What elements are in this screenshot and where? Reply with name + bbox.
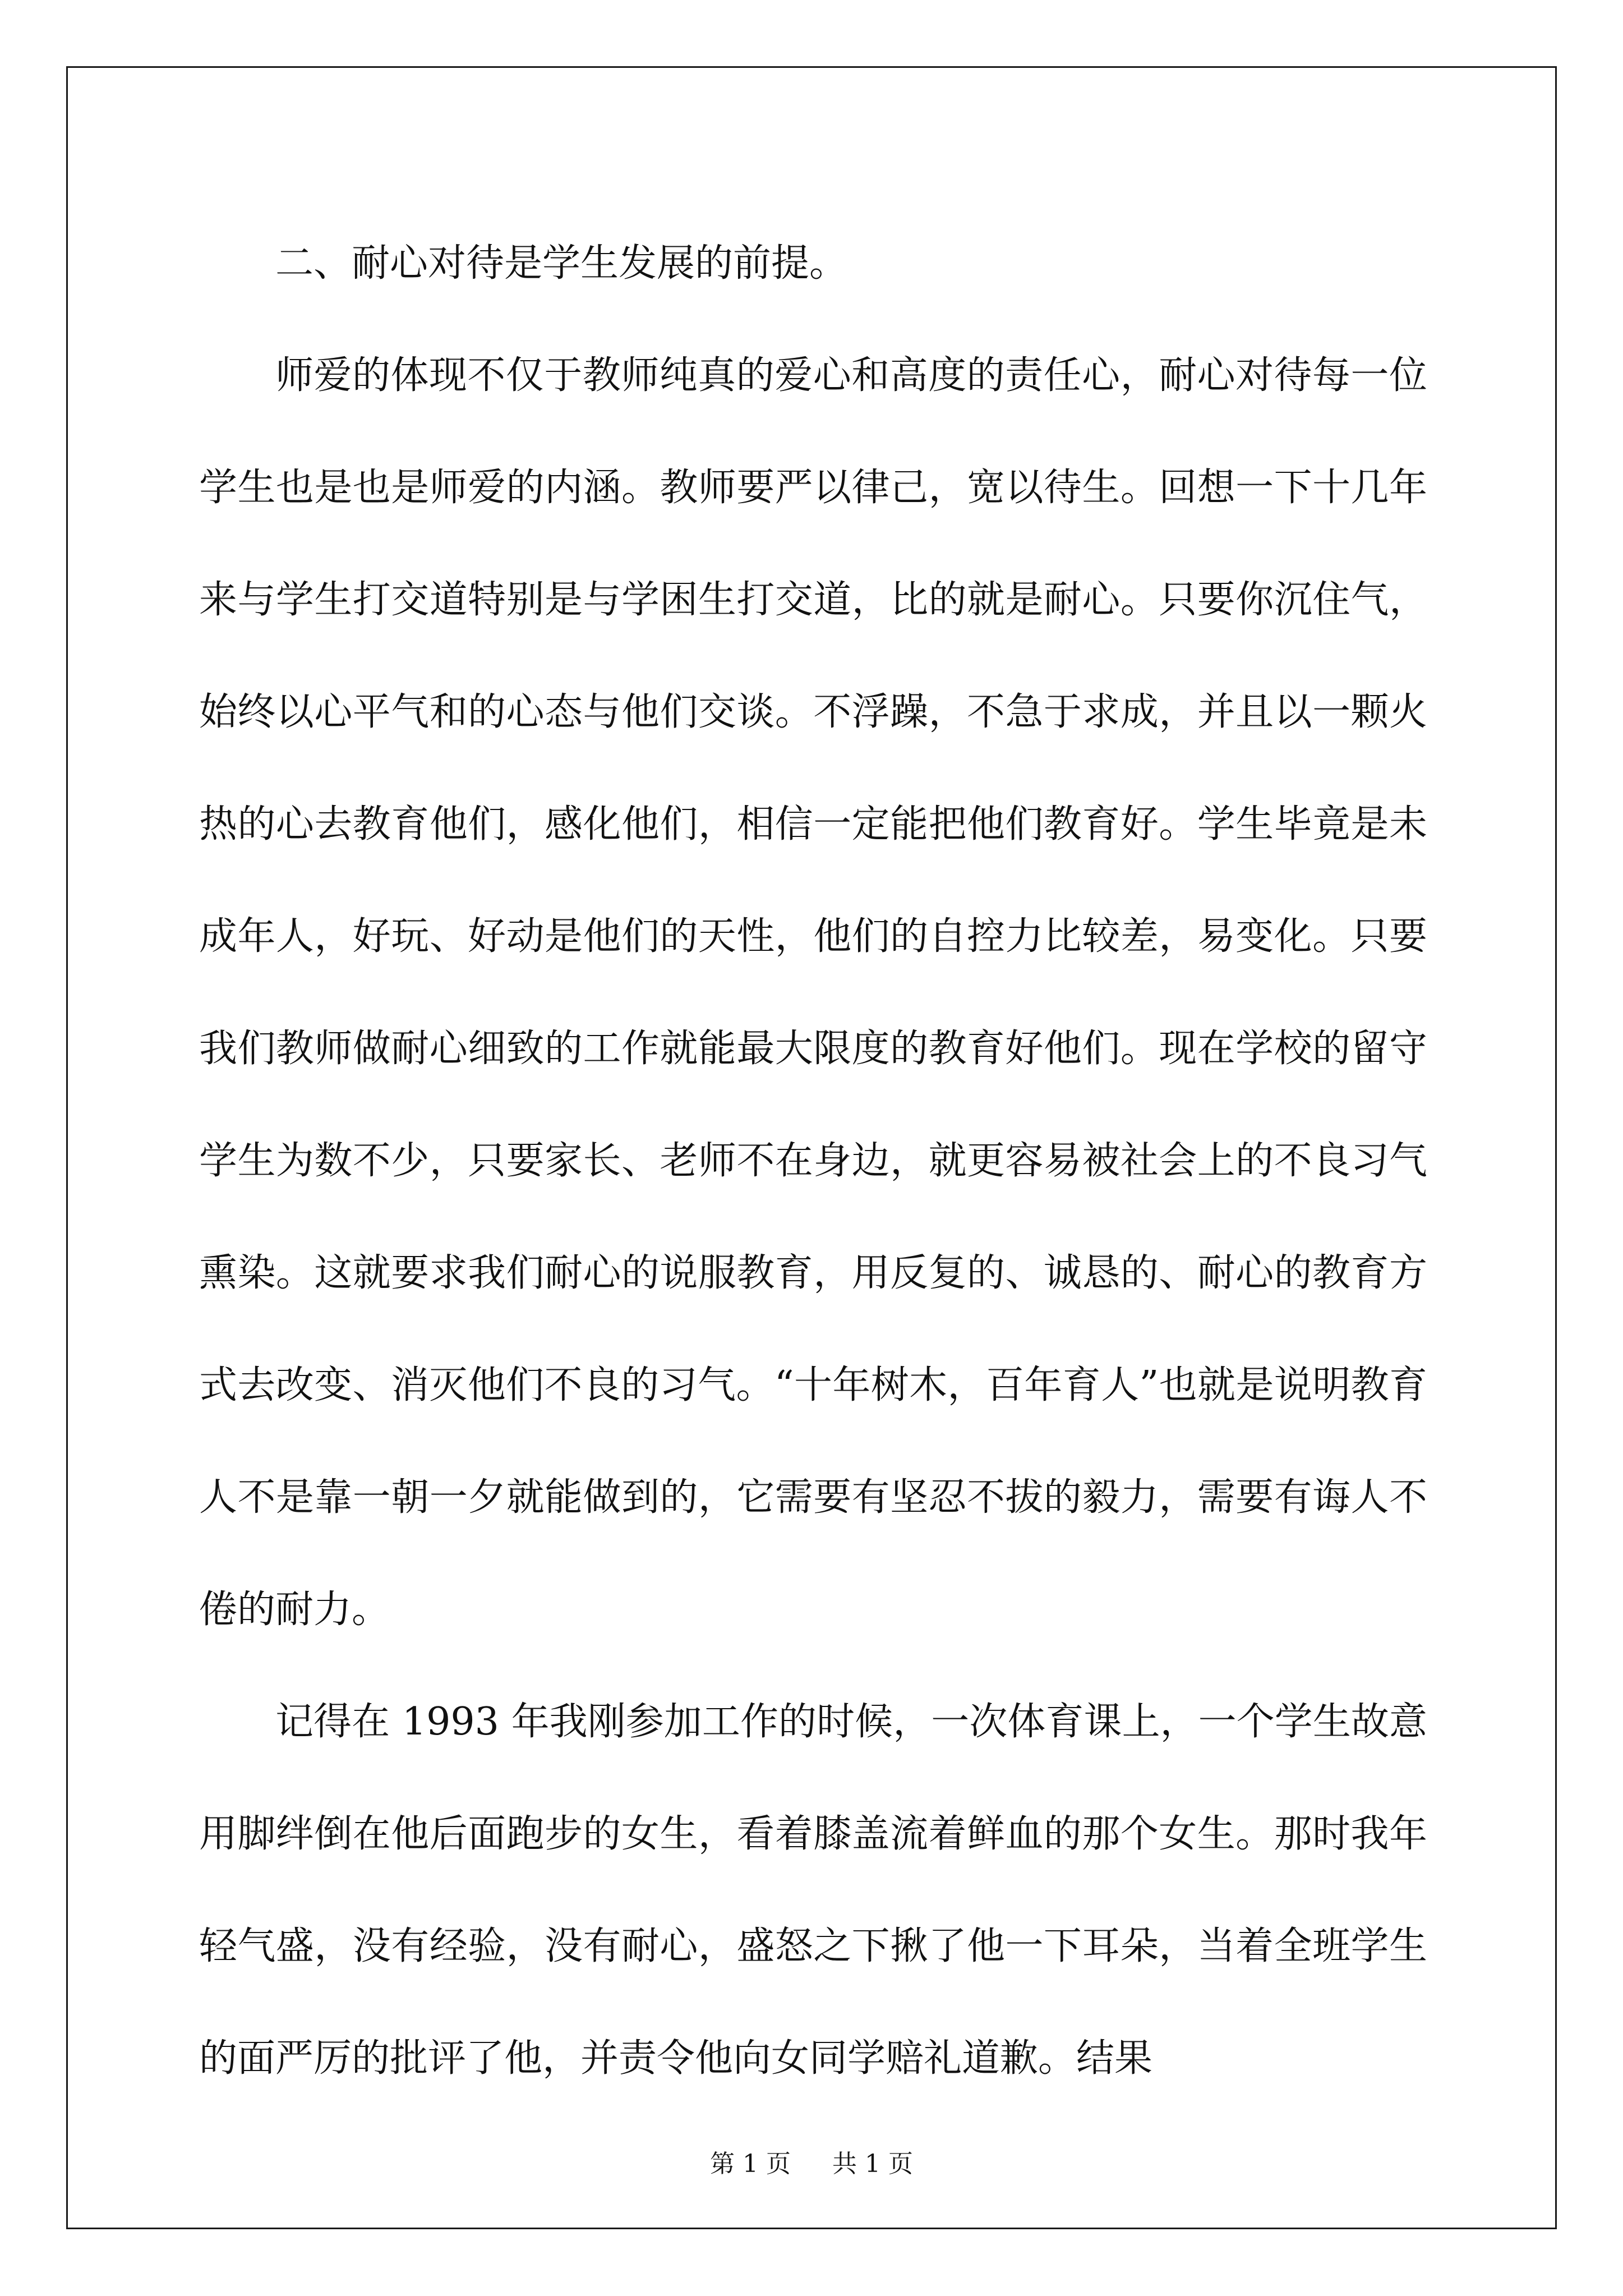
page-total: 共 1 页 (832, 2150, 913, 2178)
paragraph-2: 记得在 1993 年我刚参加工作的时候，一次体育课上，一个学生故意用脚绊倒在他后面跑步的女生，看着膝盖流着鲜血的那个女生。那时我年轻气盛，没有经验，没有耐心，盛怒之下揪了他一下耳朵，当着全班学生的面严厉的批评了他，并责令他向女同学赔礼道歉。结果 (199, 1700, 1427, 2081)
section-heading: 二、耐心对待是学生发展的前提。 (275, 241, 848, 286)
page-number: 第 1 页 (710, 2150, 791, 2178)
paragraph-1: 师爱的体现不仅于教师纯真的爱心和高度的责任心，耐心对待每一位学生也是也是师爱的内涵。教师要严以律己，宽以待生。回想一下十几年来与学生打交道特别是与学困生打交道，比的就是耐心。只要你沉住气，始终以心平气和的心态与他们交谈。不浮躁，不急于求成，并且以一颗火热的心去教育他们，感化他们，相信一定能把他们教育好。学生毕竟是未成年人，好玩、好动是他们的天性，他们的自控力比较差，易变化。只要我们教师做耐心细致的工作就能最大限度的教育好他们。现在学校的留守学生为数不少，只要家长、老师不在身边，就更容易被社会上的不良习气熏染。这就要求我们耐心的说服教育，用反复的、诚恳的、耐心的教育方式去改变、消灭他们不良的习气。“十年树木，百年育人”也就是说明教育人不是靠一朝一夕就能做到的，它需要有坚忍不拔的毅力，需要有诲人不倦的耐力。 (199, 353, 1427, 1632)
document-body (199, 208, 1427, 2115)
page-footer (0, 2147, 1623, 2181)
